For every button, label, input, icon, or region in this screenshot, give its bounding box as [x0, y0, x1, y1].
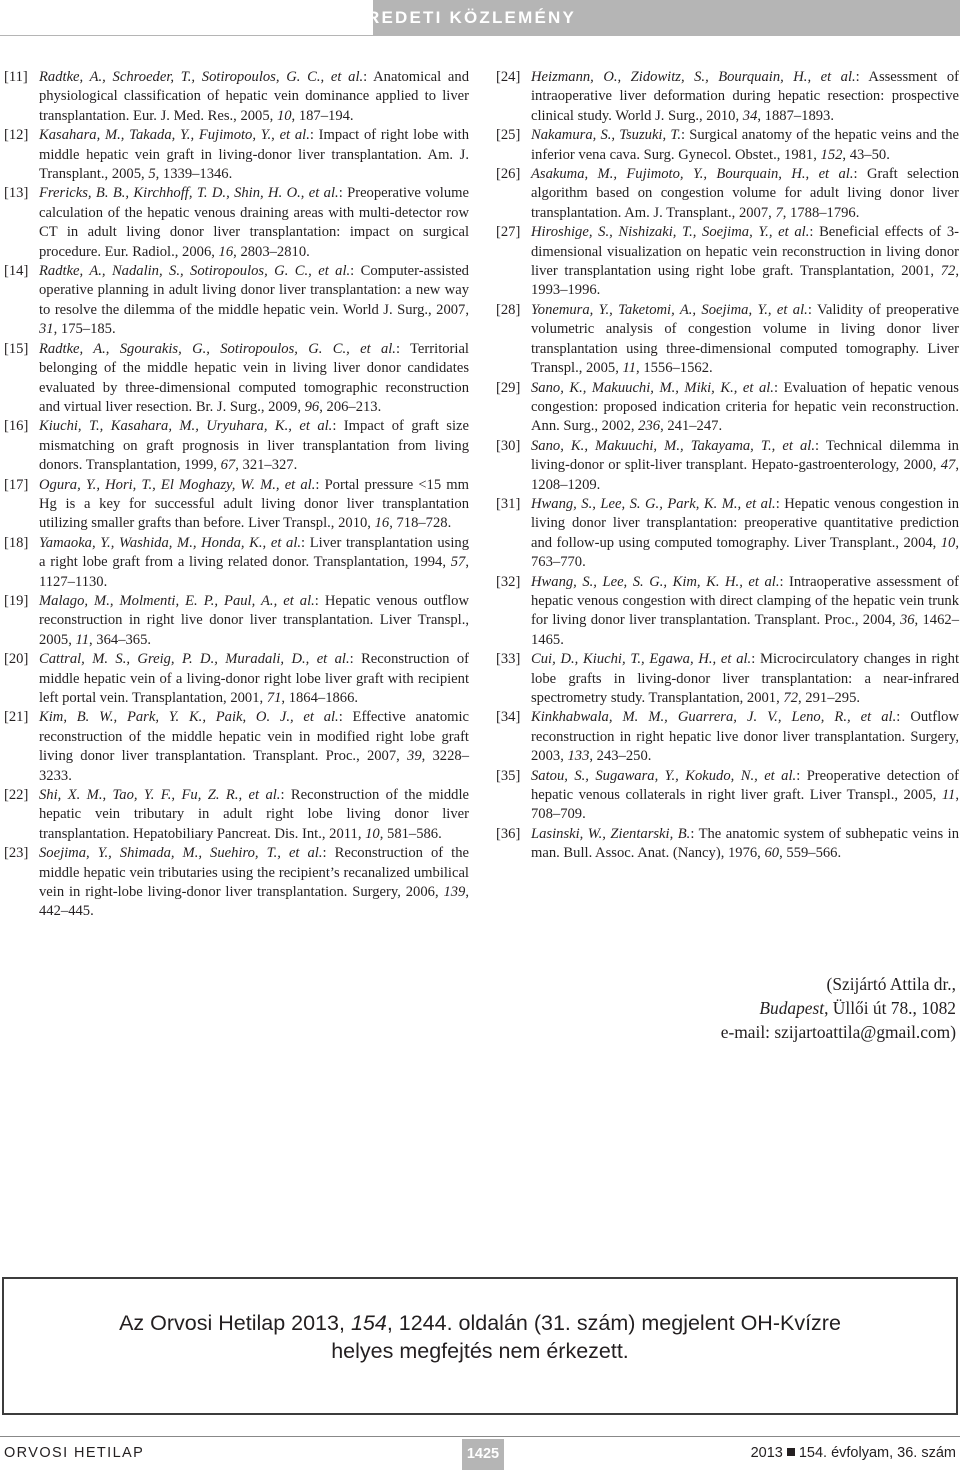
reference-pages: , 1788–1796.	[782, 204, 860, 221]
reference-text: : Beneficial effects of 3-dimensional visualization on hepatic vein reconstruction in living donor liver transplantation using right lobe graft. Transplantation, 2001,	[531, 224, 959, 280]
reference-pages: , 175–185.	[53, 321, 116, 338]
reference-entry	[4, 476, 469, 534]
reference-volume: 31	[39, 321, 54, 338]
reference-entry	[4, 786, 469, 844]
section-label: EREDETI KÖZLEMÉNY	[353, 8, 576, 27]
reference-entry	[4, 592, 469, 650]
reference-volume: 72	[940, 263, 956, 280]
quiz-notice-box	[2, 1277, 958, 1415]
reference-volume: 47	[940, 457, 956, 474]
reference-volume: 11	[622, 360, 637, 377]
reference-entry	[496, 379, 959, 437]
reference-authors: Shi, X. M., Tao, Y. F., Fu, Z. R., et al.	[39, 787, 281, 804]
reference-text: : Graft selection algorithm based on congestion volume for adult living donor liver transplantation. Am. J. Transplant., 2007,	[531, 166, 960, 221]
reference-number: [13]	[4, 185, 29, 202]
reference-pages: , 763–770.	[531, 534, 959, 571]
reference-entry	[4, 126, 469, 184]
reference-text: : Effective anatomic reconstruction of the middle hepatic vein in modified right lobe graft living donor liver transplantation. Transplant. Proc., 2007,	[39, 709, 470, 765]
reference-pages: , 241–247.	[660, 418, 723, 435]
reference-volume: 5	[148, 166, 156, 183]
reference-text: : Hepatic venous congestion in living donor liver transplantation: preoperative quantitative prediction and follow-up using computed tomography. Liver Transplant., 2004,	[531, 495, 959, 551]
reference-pages: , 1127–1130.	[39, 554, 469, 590]
reference-pages: , 3228–3233.	[39, 748, 469, 784]
reference-volume: 133	[567, 748, 590, 765]
reference-volume: 57	[450, 554, 466, 571]
reference-pages: , 321–327.	[235, 457, 298, 474]
reference-volume: 10	[940, 534, 956, 551]
reference-text: : Validity of preoperative volumetric analysis of congestion volume in living donor liver transplantation using three-dimensional computed tomography. Liver Transpl., 2005,	[531, 301, 960, 377]
reference-entry	[496, 650, 959, 708]
reference-authors: Kiuchi, T., Kasahara, M., Uryuhara, K., et al.	[39, 418, 333, 435]
reference-volume: 10	[365, 825, 380, 842]
reference-authors: Hiroshige, S., Nishizaki, T., Soejima, Y., et al.	[531, 224, 810, 241]
reference-entry	[496, 708, 959, 766]
reference-volume: 11	[75, 631, 89, 648]
notice-part-1: Az Orvosi Hetilap 2013,	[119, 1311, 351, 1335]
reference-authors: Lasinski, W., Zientarski, B.	[531, 825, 691, 842]
reference-volume: 36	[899, 612, 915, 629]
reference-number: [14]	[4, 263, 29, 280]
address-city: Budapest	[759, 998, 825, 1018]
reference-entry	[496, 437, 959, 495]
reference-text: : Anatomical and physiological classification of hepatic vein dominance applied to liver transplantation. Eur. J. Med. Res., 2005,	[39, 69, 470, 124]
footer-issue: 154. évfolyam, 36. szám	[798, 1445, 956, 1461]
reference-volume: 7	[775, 204, 783, 221]
reference-text: : Assessment of intraoperative liver deformation during hepatic resection: prospective clinical study. World J. Surg., 2010,	[531, 69, 959, 124]
reference-entry	[4, 417, 469, 475]
reference-text: : Surgical anatomy of the hepatic veins and the inferior vena cava. Surg. Gynecol. Obstet., 1981,	[531, 127, 959, 163]
address-name: (Szijártó Attila dr.,	[826, 974, 956, 994]
notice-part-2: , 1244. oldalán (31. szám) megjelent OH-Kvízre	[386, 1311, 841, 1335]
reference-pages: , 291–295.	[798, 690, 861, 706]
reference-volume: 39	[407, 748, 422, 765]
reference-pages: , 1993–1996.	[531, 263, 959, 299]
reference-number: [18]	[4, 534, 29, 551]
reference-text: : Hepatic venous outflow reconstruction in right live donor liver transplantation. Liver Transpl., 2005,	[39, 592, 469, 648]
reference-volume: 16	[374, 515, 390, 532]
reference-entry	[496, 495, 959, 573]
reference-text: : Impact of right lobe with middle hepatic vein graft in living-donor liver transplantation. Am. J. Transplant., 2005,	[39, 127, 469, 183]
reference-number: [28]	[496, 301, 521, 318]
reference-volume: 96	[304, 398, 320, 415]
reference-entry	[496, 767, 959, 825]
reference-number: [31]	[496, 495, 521, 512]
reference-entry	[4, 340, 469, 418]
reference-entry	[4, 184, 469, 262]
reference-authors: Radtke, A., Schroeder, T., Sotiropoulos, G. C., et al.	[39, 69, 364, 85]
reference-pages: , 708–709.	[531, 787, 959, 823]
reference-number: [27]	[496, 224, 521, 241]
reference-authors: Frericks, B. B., Kirchhoff, T. D., Shin, H. O., et al.	[39, 185, 339, 202]
reference-pages: , 1462–1465.	[531, 612, 959, 648]
reference-number: [15]	[4, 340, 29, 357]
reference-entry	[496, 68, 959, 126]
reference-number: [22]	[4, 787, 29, 804]
reference-entry	[4, 534, 469, 592]
reference-authors: Kinkhabwala, M. M., Guarrera, J. V., Leno, R., et al.	[531, 709, 897, 726]
reference-number: [26]	[496, 166, 521, 183]
reference-number: [24]	[496, 69, 521, 85]
reference-authors: Sano, K., Makuuchi, M., Miki, K., et al.	[531, 379, 774, 396]
reference-volume: 67	[220, 457, 236, 474]
reference-authors: Satou, S., Sugawara, Y., Kokudo, N., et al.	[531, 767, 797, 784]
notice-volume: 154	[350, 1311, 387, 1335]
reference-number: [33]	[496, 651, 521, 668]
reference-entry	[496, 825, 959, 864]
reference-authors: Yonemura, Y., Taketomi, A., Soejima, Y., et al.	[531, 301, 808, 318]
footer-issue-info	[751, 1445, 956, 1461]
footer-year: 2013	[750, 1445, 783, 1461]
reference-text: : Portal pressure <15 mm Hg is a key for successful adult living donor liver transplantation utilizing smaller grafts than before. Liver Transpl., 2010,	[39, 476, 469, 532]
reference-volume: 34	[742, 107, 758, 124]
reference-pages: , 243–250.	[589, 748, 652, 765]
reference-text: : Intraoperative assessment of hepatic venous congestion with direct clamping of the hepatic vein trunk for living donor liver transplantation. Transplant. Proc., 2004,	[531, 573, 959, 629]
footer-journal-name: ORVOSI HETILAP	[4, 1445, 145, 1461]
reference-authors: Soejima, Y., Shimada, M., Suehiro, T., et al.	[39, 845, 323, 862]
reference-pages: , 442–445.	[39, 884, 469, 920]
reference-text: : Territorial belonging of the middle hepatic vein in living liver donor candidates evaluated by three-dimensional computed tomographic reconstruction and virtual liver resection. Br. J. Surg., 2009,	[39, 340, 469, 415]
reference-entry	[4, 844, 469, 922]
reference-number: [11]	[4, 69, 28, 85]
reference-entry	[4, 708, 469, 786]
reference-entry	[496, 301, 959, 379]
header-rule	[0, 35, 960, 36]
reference-number: [32]	[496, 573, 521, 590]
reference-text: : Preoperative volume calculation of the hepatic venous draining areas with multi-detector row CT in adult living donor liver transplantation: impact on surgical procedure. Eur. Radiol., 2006,	[39, 185, 469, 260]
references-left-column	[4, 68, 469, 922]
reference-text: : Microcirculatory changes in right lobe grafts in living-donor liver transplantation: a near-infrared spectrometry study. Transplantation, 2001,	[531, 651, 960, 706]
reference-volume: 71	[266, 690, 282, 706]
reference-authors: Hwang, S., Lee, S. G., Kim, K. H., et al.	[531, 573, 780, 590]
reference-authors: Cattral, M. S., Greig, P. D., Muradali, D., et al.	[39, 651, 350, 668]
footer-square-icon	[787, 1448, 795, 1456]
reference-entry	[4, 650, 469, 708]
reference-pages: , 1864–1866.	[281, 690, 359, 706]
reference-entry	[496, 126, 959, 165]
footer-rule	[0, 1436, 960, 1437]
reference-authors: Kasahara, M., Takada, Y., Fujimoto, Y., et al.	[39, 127, 310, 144]
reference-number: [17]	[4, 476, 29, 493]
reference-number: [20]	[4, 651, 29, 668]
reference-authors: Kim, B. W., Park, Y. K., Paik, O. J., et al.	[39, 709, 339, 726]
reference-number: [19]	[4, 592, 29, 609]
reference-pages: , 559–566.	[779, 845, 842, 862]
reference-authors: Sano, K., Makuuchi, M., Takayama, T., et al.	[531, 437, 815, 454]
reference-pages: , 581–586.	[379, 825, 442, 842]
reference-pages: , 43–50.	[842, 146, 890, 163]
reference-number: [25]	[496, 127, 521, 144]
running-header	[0, 0, 960, 36]
reference-text: : Outflow reconstruction in right hepatic live donor liver transplantation. Surgery, 2003,	[531, 709, 959, 765]
address-location	[596, 996, 956, 1020]
reference-volume: 10	[276, 107, 292, 124]
references-right-column	[496, 68, 959, 864]
reference-authors: Radtke, A., Nadalin, S., Sotiropoulos, G. C., et al.	[39, 263, 351, 280]
reference-volume: 16	[218, 243, 234, 260]
reference-number: [16]	[4, 418, 29, 435]
reference-pages: , 1556–1562.	[636, 360, 713, 377]
reference-number: [29]	[496, 379, 521, 396]
reference-authors: Asakuma, M., Fujimoto, Y., Bourquain, H., et al.	[531, 166, 854, 183]
reference-pages: , 2803–2810.	[233, 243, 310, 260]
reference-text: : Liver transplantation using a right lobe graft from a living related donor. Transplantation, 1994,	[39, 534, 469, 571]
reference-pages: , 1339–1346.	[155, 166, 233, 183]
reference-number: [36]	[496, 825, 521, 842]
quiz-notice-text	[4, 1309, 956, 1365]
reference-authors: Malago, M., Molmenti, E. P., Paul, A., et al.	[39, 592, 315, 609]
reference-text: : Reconstruction of the middle hepatic vein tributary in adult right lobe living donor liver transplantation. Hepatobiliary Pancreat. Dis. Int., 2011,	[39, 787, 469, 842]
reference-pages: , 364–365.	[89, 631, 152, 648]
reference-number: [21]	[4, 709, 29, 726]
reference-entry	[496, 165, 959, 223]
reference-authors: Ogura, Y., Hori, T., El Moghazy, W. M., et al.	[39, 476, 316, 493]
reference-pages: , 718–728.	[389, 515, 452, 532]
reference-volume: 139	[443, 884, 466, 901]
reference-text: : Preoperative detection of hepatic venous collaterals in right liver graft. Liver Transpl., 2005,	[531, 767, 959, 804]
quiz-notice-line-1	[4, 1309, 956, 1337]
reference-authors: Nakamura, S., Tsuzuki, T.	[531, 127, 682, 144]
reference-authors: Cui, D., Kiuchi, T., Egawa, H., et al.	[531, 651, 752, 668]
section-label-box	[353, 0, 960, 36]
reference-authors: Hwang, S., Lee, S. G., Park, K. M., et al.	[531, 495, 776, 512]
reference-volume: 11	[941, 787, 956, 804]
reference-volume: 60	[764, 845, 780, 862]
reference-entry	[4, 262, 469, 340]
reference-authors: Yamaoka, Y., Washida, M., Honda, K., et al.	[39, 534, 302, 551]
reference-entry	[496, 573, 959, 651]
correspondence-address	[596, 972, 956, 1044]
reference-number: [35]	[496, 767, 521, 784]
reference-volume: 152	[820, 146, 843, 163]
reference-pages: , 187–194.	[291, 107, 354, 124]
reference-pages: , 1208–1209.	[531, 457, 959, 493]
reference-text: : Reconstruction of middle hepatic vein of a living-donor right lobe liver graft with recipient left portal vein. Transplantation, 2001,	[39, 651, 469, 706]
reference-entry	[496, 223, 959, 301]
reference-text: : Technical dilemma in living-donor or split-liver transplant. Hepato-gastroenterology, 2000,	[531, 437, 959, 474]
reference-entry	[4, 68, 469, 126]
reference-volume: 72	[783, 690, 798, 706]
reference-text: : Evaluation of hepatic venous congestion: proposed indication criteria for hepatic vein reconstruction. Ann. Surg., 2002,	[531, 379, 959, 435]
reference-number: [12]	[4, 127, 29, 144]
address-email: e-mail: szijartoattila@gmail.com)	[720, 1022, 956, 1042]
footer-page-number: 1425	[462, 1439, 504, 1470]
reference-text: : The anatomic system of subhepatic veins in man. Bull. Assoc. Anat. (Nancy), 1976,	[531, 825, 959, 862]
reference-authors: Heizmann, O., Zidowitz, S., Bourquain, H., et al.	[531, 69, 856, 85]
reference-number: [30]	[496, 437, 521, 454]
reference-pages: , 206–213.	[319, 398, 382, 415]
address-street: , Üllői út 78., 1082	[824, 998, 956, 1018]
reference-number: [23]	[4, 845, 29, 862]
reference-text: : Computer-assisted operative planning in adult living donor liver transplantation: a new way to resolve the dilemma of the middle hepatic vein. World J. Surg., 2007,	[39, 263, 469, 318]
reference-number: [34]	[496, 709, 521, 726]
reference-text: : Reconstruction of the middle hepatic vein tributaries using the recipient’s recanalized umbilical vein in right-lobe living-donor liver transplantation. Surgery, 2006,	[39, 845, 470, 901]
quiz-notice-line-2: helyes megfejtés nem érkezett.	[331, 1339, 629, 1363]
reference-authors: Radtke, A., Sgourakis, G., Sotiropoulos, G. C., et al.	[39, 340, 396, 357]
reference-volume: 236	[638, 418, 661, 435]
reference-pages: , 1887–1893.	[757, 107, 834, 124]
reference-text: : Impact of graft size mismatching on graft prognosis in liver transplantation from living donors. Transplantation, 1999,	[39, 418, 469, 474]
